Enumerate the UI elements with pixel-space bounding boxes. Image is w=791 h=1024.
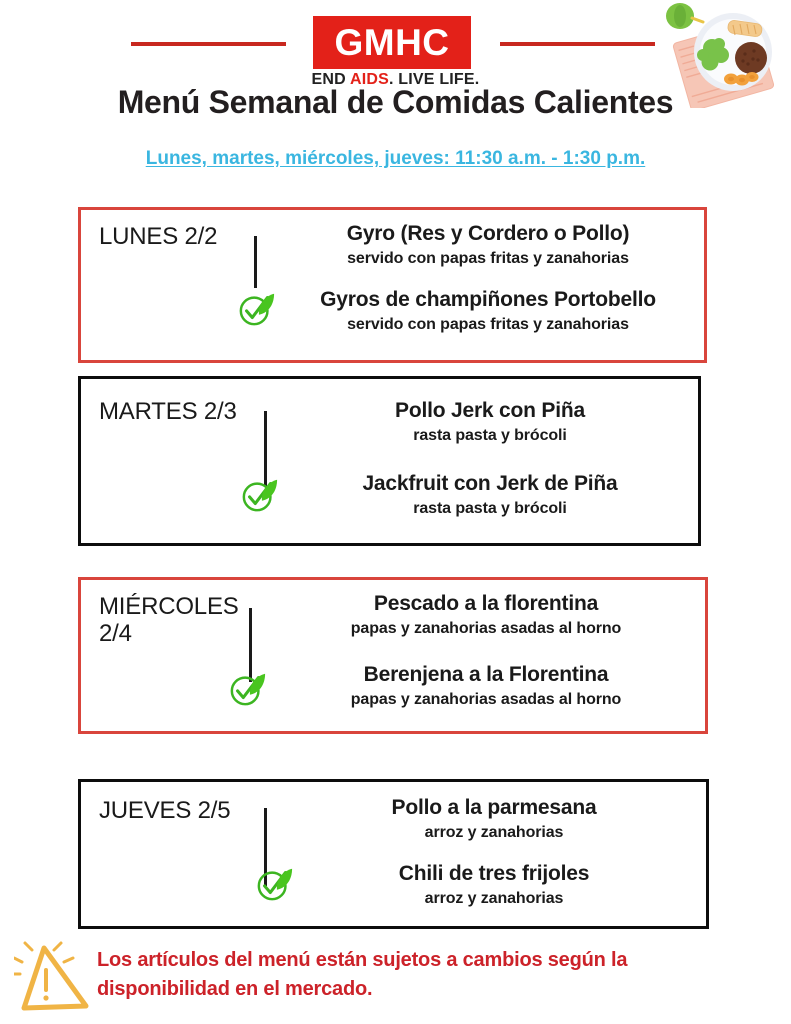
gmhc-logo bbox=[313, 16, 471, 69]
meal-name: Chili de tres frijoles bbox=[398, 862, 590, 885]
meal-side: servido con papas fritas y zanahorias bbox=[347, 250, 629, 268]
day-card bbox=[78, 376, 701, 546]
meal-entry bbox=[286, 472, 694, 518]
meal-entry bbox=[276, 288, 700, 334]
decorative-rule-left bbox=[131, 42, 286, 46]
meal-name: Pescado a la florentina bbox=[373, 592, 599, 615]
day-card bbox=[78, 577, 708, 734]
meal-list bbox=[271, 580, 701, 731]
card-divider bbox=[254, 236, 257, 288]
meal-name: Pollo Jerk con Piña bbox=[395, 399, 585, 422]
meal-list bbox=[286, 782, 702, 926]
service-hours-text: Lunes, martes, miércoles, jueves: 11:30 a.m. - 1:30 p.m. bbox=[145, 148, 646, 169]
meal-entry bbox=[271, 663, 701, 709]
decorative-rule-right bbox=[500, 42, 655, 46]
day-card-inner bbox=[81, 210, 704, 360]
meal-entry bbox=[286, 796, 702, 842]
meal-entry bbox=[286, 862, 702, 908]
meal-name: Gyros de champiñones Portobello bbox=[320, 288, 656, 311]
day-card-inner bbox=[81, 379, 698, 543]
meal-side: rasta pasta y brócoli bbox=[413, 427, 567, 445]
meal-name: Gyro (Res y Cordero o Pollo) bbox=[346, 222, 630, 245]
gmhc-logo-text: GMHC bbox=[334, 22, 450, 63]
meal-side: papas y zanahorias asadas al horno bbox=[350, 691, 622, 709]
disclaimer-text: Los artículos del menú están sujetos a cambios según la disponibilidad en el mercado. bbox=[97, 949, 628, 1000]
page-title: Menú Semanal de Comidas Calientes bbox=[117, 84, 674, 120]
meal-side: papas y zanahorias asadas al horno bbox=[350, 620, 622, 638]
meal-side: servido con papas fritas y zanahorias bbox=[347, 316, 629, 334]
meal-side: rasta pasta y brócoli bbox=[413, 500, 567, 518]
day-label: LUNES 2/2 bbox=[99, 223, 218, 250]
day-label: MARTES 2/3 bbox=[99, 398, 237, 425]
meal-entry bbox=[286, 399, 694, 445]
meal-list bbox=[286, 379, 694, 543]
meal-entry bbox=[271, 592, 701, 638]
meal-name: Berenjena a la Florentina bbox=[363, 663, 609, 686]
tagline-pre: END bbox=[311, 71, 350, 88]
meal-side: arroz y zanahorias bbox=[424, 824, 564, 842]
meal-entry bbox=[276, 222, 700, 268]
meal-list bbox=[276, 210, 700, 360]
disclaimer-footer bbox=[0, 930, 791, 1024]
meal-name: Pollo a la parmesana bbox=[391, 796, 597, 819]
tagline-post: . LIVE LIFE. bbox=[389, 71, 480, 88]
page-header bbox=[0, 0, 791, 190]
day-label: MIÉRCOLES 2/4 bbox=[99, 593, 239, 647]
tagline-aids: AIDS bbox=[349, 71, 390, 88]
day-card bbox=[78, 779, 709, 929]
day-card bbox=[78, 207, 707, 363]
day-card-inner bbox=[81, 782, 706, 926]
meal-side: arroz y zanahorias bbox=[424, 890, 564, 908]
day-label: JUEVES 2/5 bbox=[99, 797, 231, 824]
service-hours bbox=[0, 148, 791, 170]
warning-triangle-icon bbox=[14, 940, 94, 1016]
meal-name: Jackfruit con Jerk de Piña bbox=[362, 472, 618, 495]
day-card-inner bbox=[81, 580, 705, 731]
leaf-check-icon bbox=[229, 670, 267, 708]
leaf-check-icon bbox=[238, 290, 276, 328]
leaf-check-icon bbox=[241, 476, 279, 514]
